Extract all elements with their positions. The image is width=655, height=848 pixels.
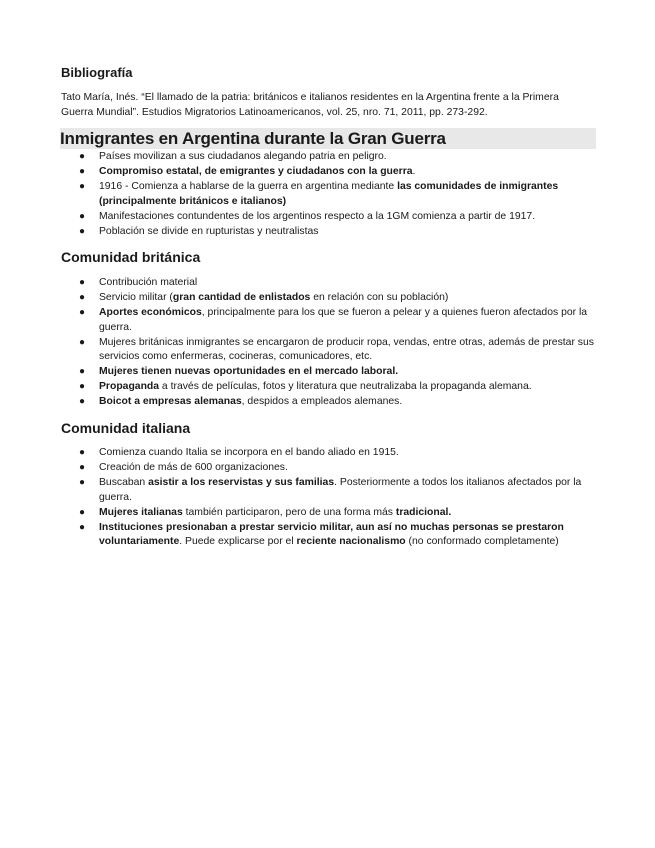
- bullet-icon: ●: [79, 447, 86, 458]
- bold-text-run: las comunidades de inmigrantes (principalmente británicos e italianos): [99, 181, 559, 207]
- text-run: en relación con su población): [310, 292, 449, 303]
- bullet-icon: ●: [79, 307, 86, 318]
- bullet-icon: ●: [79, 292, 86, 303]
- bullet-icon: ●: [79, 210, 86, 222]
- bold-text-run: asistir a los reservistas y sus familias: [148, 477, 335, 488]
- text-run: 1916 - Comienza a hablarse de la guerra en argentina mediante: [99, 181, 398, 192]
- bullet-icon: ●: [79, 225, 86, 237]
- british-section-list: [61, 276, 601, 410]
- main-section-list: [61, 150, 601, 240]
- text-run: Población se divide en rupturistas y neutralistas: [99, 225, 319, 237]
- list-item: [61, 461, 601, 476]
- bullet-icon: ●: [79, 521, 86, 533]
- text-run: , despidos a empleados alemanes.: [241, 396, 403, 407]
- text-run: . Posteriormente a todos los italianos afectados por la guerra.: [99, 477, 582, 503]
- list-item: [61, 225, 601, 240]
- italian-section-heading: Comunidad italiana: [61, 420, 191, 436]
- bullet-icon: ●: [79, 396, 86, 407]
- bullet-icon: ●: [79, 166, 86, 177]
- bibliography-heading: Bibliografía: [61, 65, 133, 80]
- bold-text-run: Mujeres italianas: [99, 506, 183, 518]
- list-item: [61, 521, 601, 550]
- bullet-icon: ●: [79, 151, 86, 162]
- text-run: a través de películas, fotos y literatura que neutralizaba la propaganda alemana.: [159, 381, 532, 392]
- bullet-icon: ●: [79, 381, 86, 392]
- bold-text-run: Boicot a empresas alemanas: [99, 396, 242, 407]
- list-item: [61, 165, 601, 180]
- text-run: Mujeres británicas inmigrantes se encargaron de producir ropa, vendas, entre otras, además de prestar sus servicios como enfermeras, cocineras, comunicadores, etc.: [99, 336, 594, 362]
- bullet-icon: ●: [79, 181, 86, 192]
- list-item: [61, 306, 601, 335]
- bold-text-run: Mujeres tienen nuevas oportunidades en el mercado laboral.: [99, 366, 399, 377]
- list-item: [61, 380, 601, 395]
- list-item: [61, 506, 601, 521]
- text-run: Países movilizan a sus ciudadanos alegando patria en peligro.: [99, 151, 387, 162]
- text-run: Contribución material: [99, 277, 198, 288]
- text-run: Buscaban: [99, 477, 149, 488]
- bold-text-run: Aportes económicos: [99, 307, 202, 318]
- bold-text-run: Instituciones presionaban a prestar servicio militar, aun así no muchas personas se prestaron voluntariamente: [99, 521, 564, 547]
- list-item: [61, 395, 601, 410]
- main-section-heading: Inmigrantes en Argentina durante la Gran Guerra: [60, 128, 596, 149]
- bold-text-run: Propaganda: [99, 381, 160, 392]
- text-run: . Puede explicarse por el: [179, 536, 297, 547]
- list-item: [61, 291, 601, 306]
- text-run: Comienza cuando Italia se incorpora en el bando aliado en 1915.: [99, 447, 399, 458]
- text-run: Creación de más de 600 organizaciones.: [99, 462, 288, 473]
- bold-text-run: reciente nacionalismo: [296, 536, 406, 547]
- text-run: también participaron, pero de una forma más: [182, 506, 396, 518]
- text-run: .: [412, 166, 416, 177]
- bullet-icon: ●: [79, 462, 86, 473]
- bullet-icon: ●: [79, 366, 86, 377]
- list-item: [61, 365, 601, 380]
- bullet-icon: ●: [79, 336, 86, 348]
- bullet-icon: ●: [79, 477, 86, 488]
- list-item: [61, 150, 601, 165]
- list-item: [61, 180, 601, 209]
- list-item: [61, 210, 601, 225]
- list-item: [61, 336, 601, 365]
- text-run: Manifestaciones contundentes de los argentinos respecto a la 1GM comienza a partir de 1917.: [99, 210, 536, 222]
- bibliography-citation: Tato María, Inés. “El llamado de la patria: británicos e italianos residentes en la Argentina frente a la Primera Guerra Mundial”. Estudios Migratorios Latinoamericanos, vol. 25, nro. 71, 2011, pp. 273-292.: [61, 92, 559, 118]
- bold-text-run: Compromiso estatal, de emigrantes y ciudadanos con la guerra: [99, 166, 413, 177]
- text-run: (no conformado completamente): [405, 536, 559, 547]
- list-item: [61, 276, 601, 291]
- bold-text-run: tradicional.: [395, 506, 452, 518]
- bold-text-run: gran cantidad de enlistados: [172, 292, 311, 303]
- italian-section-list: [61, 446, 601, 550]
- bullet-icon: ●: [79, 506, 86, 518]
- british-section-heading: Comunidad británica: [61, 249, 201, 265]
- list-item: [61, 476, 601, 505]
- text-run: , principalmente para los que se fueron a pelear y a quienes fueron afectados por la guerra.: [99, 307, 588, 333]
- list-item: [61, 446, 601, 461]
- bullet-icon: ●: [79, 277, 86, 288]
- text-run: Servicio militar (: [99, 292, 173, 303]
